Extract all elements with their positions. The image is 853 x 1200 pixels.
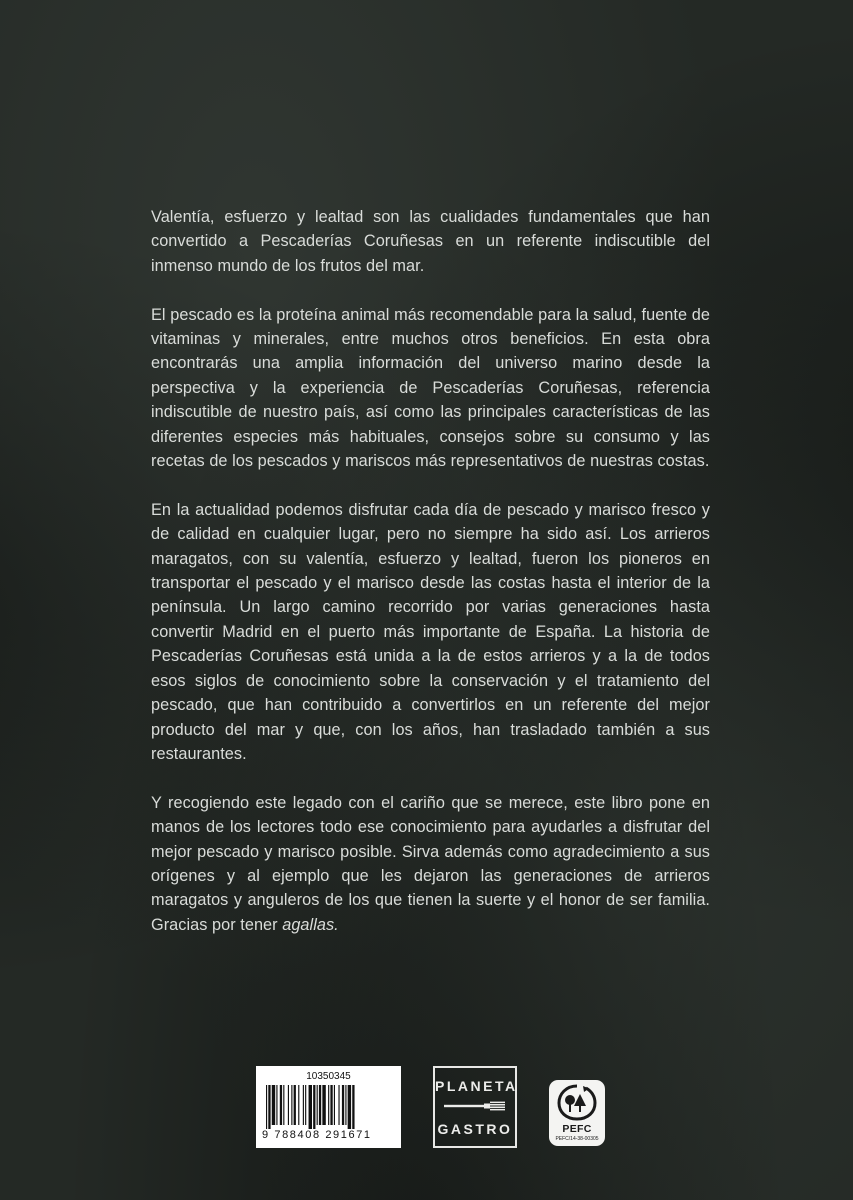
barcode-number: 10350345 — [306, 1071, 351, 1082]
paragraph-4-text: Y recogiendo este legado con el cariño que se merece, este libro pone en manos de los lectores todo ese conocimiento para ayudarles a disfrutar del mejor pescado y marisco posible. Sirva además como agradecimiento a sus orígenes y al ejemplo que les dejaron las generaciones de arrieros maragatos y anguleros de los que tienen la suerte y el honor de ser familia. — [151, 793, 710, 910]
paragraph-3: En la actualidad podemos disfrutar cada día de pescado y marisco fresco y de calidad en cualquier lugar, pero no siempre ha sido así. Los arrieros maragatos, con su valentía, esfuerzo y lealtad, fueron los pioneros en transportar el pescado y el marisco desde las costas hasta el interior de la península. Un largo camino recorrido por varias generaciones hasta convertir Madrid en el puerto más importante de España. La historia de Pescaderías Coruñesas está unida a la de estos arrieros y a la de todos esos siglos de conocimiento sobre la conservación y el tratamiento del pescado, que han contribuido a convertirlos en un referente del mejor producto del mar y que, con los años, han trasladado también a sus restaurantes. — [151, 500, 710, 763]
isbn-digits: 9 788408 291671 — [262, 1129, 372, 1141]
fork-icon — [444, 1101, 506, 1111]
closing-emphasis: agallas. — [282, 915, 339, 934]
barcode-bars — [266, 1085, 392, 1129]
back-cover-text — [151, 205, 710, 937]
pefc-tree-icon — [556, 1084, 598, 1122]
publisher-line1: PLANETA — [435, 1078, 518, 1094]
paragraph-2: El pescado es la proteína animal más recomendable para la salud, fuente de vitaminas y minerales, entre muchos otros beneficios. En esta obra encontrarás una amplia información del universo marino desde la perspectiva y la experiencia de Pescaderías Coruñesas, referencia indiscutible de nuestro país, así como las principales características de las diferentes especies más habituales, consejos sobre su consumo y las recetas de los pescados y mariscos más representativos de nuestras costas. — [151, 305, 710, 471]
barcode — [256, 1066, 401, 1148]
pefc-code: PEFC/14-38-00305 — [555, 1136, 599, 1142]
planeta-gastro-logo — [433, 1066, 517, 1148]
paragraph-1: Valentía, esfuerzo y lealtad son las cualidades fundamentales que han convertido a Pescaderías Coruñesas en un referente indiscutible del inmenso mundo de los frutos del mar. — [151, 208, 710, 275]
paragraph-4 — [151, 791, 710, 937]
closing-text: Gracias por tener — [151, 915, 283, 934]
pefc-certification-logo — [549, 1080, 605, 1146]
pefc-label: PEFC — [562, 1123, 592, 1135]
publisher-line2: GASTRO — [437, 1121, 513, 1137]
